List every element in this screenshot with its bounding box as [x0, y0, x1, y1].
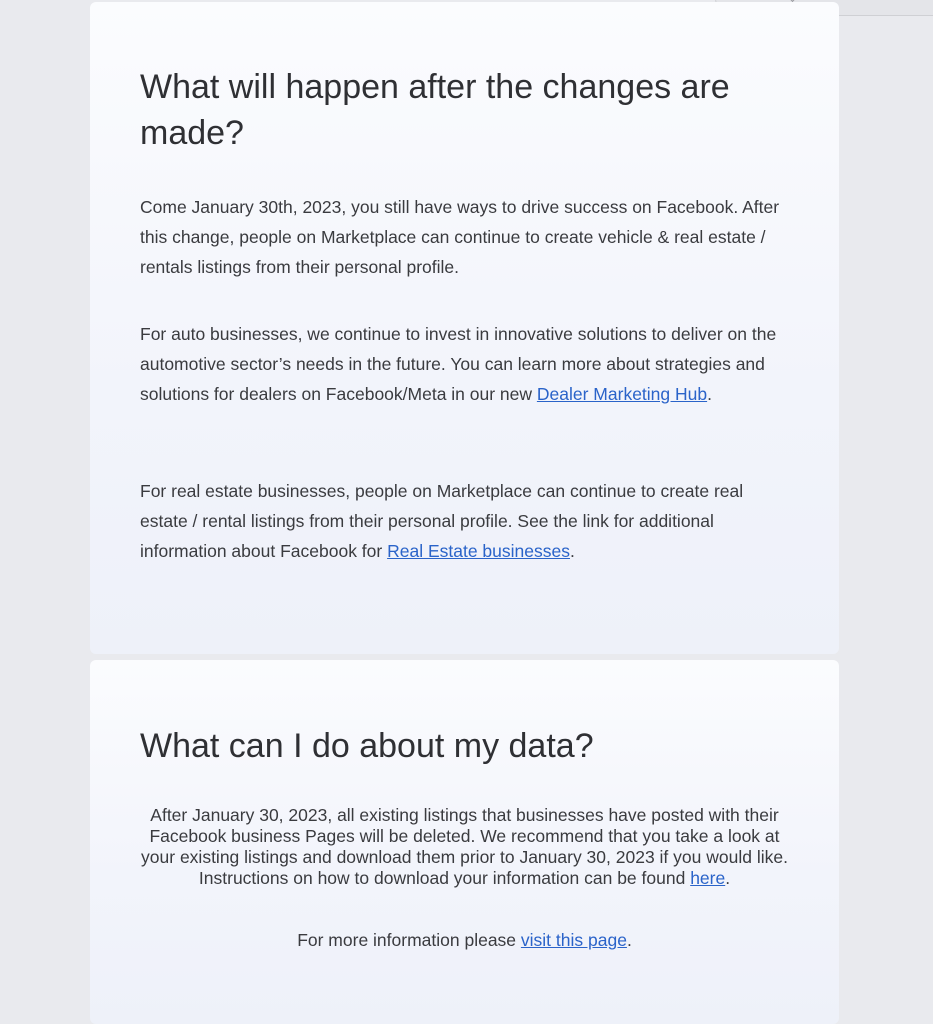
paragraph-real-estate-text: For real estate businesses, people on Marketplace can continue to create real estate / rental listings from their personal profile. See the link for additional information about Facebook for	[140, 481, 744, 561]
paragraph-more-info-end: .	[626, 930, 632, 950]
visit-this-page-link[interactable]: visit this page	[520, 930, 627, 950]
paragraph-listings-deleted	[136, 805, 793, 889]
paragraph-january-change: Come January 30th, 2023, you still have ways to drive success on Facebook. After this change, people on Marketplace can continue to create vehicle & real estate / rentals listings from their personal profile.	[140, 197, 780, 277]
paragraph-auto-text: For auto businesses, we continue to invest in innovative solutions to deliver on the automotive sector’s needs in the future. You can learn more about strategies and solutions for dealers on Facebook/Meta in our new	[140, 324, 777, 404]
section-heading-data: What can I do about my data?	[140, 727, 594, 765]
dealer-marketing-hub-link[interactable]: Dealer Marketing Hub	[536, 384, 708, 404]
data-info-card	[90, 660, 839, 1024]
real-estate-businesses-link[interactable]: Real Estate businesses	[387, 541, 570, 561]
paragraph-real-estate-businesses	[140, 476, 792, 566]
paragraph-more-info-text: For more information please	[297, 930, 521, 950]
paragraph-real-estate-end: .	[569, 541, 575, 561]
paragraph-more-info	[136, 930, 793, 951]
paragraph-listings-text: After January 30, 2023, all existing listings that businesses have posted with their Facebook business Pages will be deleted. We recommend that you take a look at your existing listings and download them prior to January 30, 2023 if you would like. Instructions on how to download your information can be found	[141, 805, 788, 888]
paragraph-auto-end: .	[707, 384, 712, 404]
paragraph-auto-businesses	[140, 319, 792, 409]
section-heading-changes: What will happen after the changes are made?	[140, 68, 730, 152]
download-instructions-link[interactable]: here	[690, 868, 726, 888]
changes-info-card	[90, 2, 839, 654]
paragraph-listings-end: .	[725, 868, 731, 888]
